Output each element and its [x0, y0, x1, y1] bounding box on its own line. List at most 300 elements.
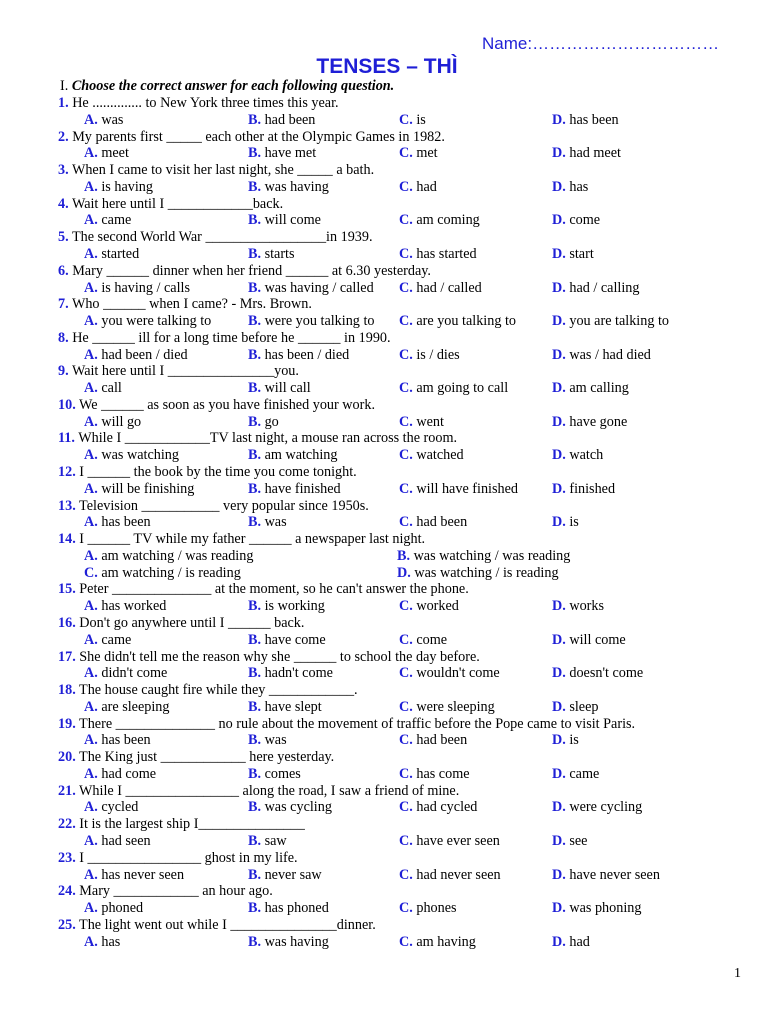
option-letter: A.: [84, 279, 98, 296]
option-text: am going to call: [416, 380, 509, 397]
option-letter: A.: [84, 799, 98, 816]
answer-option[interactable]: [248, 632, 326, 648]
option-text: go: [264, 413, 279, 430]
option-text: have slept: [264, 698, 322, 715]
answer-option[interactable]: [552, 112, 619, 128]
option-letter: C.: [399, 447, 413, 464]
name-field-label: Name:……………………………: [482, 34, 720, 53]
option-text: went: [416, 413, 444, 430]
answer-option[interactable]: [248, 112, 315, 128]
option-text: wouldn't come: [416, 665, 500, 682]
option-letter: B.: [248, 279, 262, 296]
answer-option[interactable]: [84, 380, 122, 396]
option-text: were sleeping: [416, 698, 495, 715]
question-item: [0, 263, 768, 297]
option-letter: C.: [84, 564, 98, 581]
question-stem: [58, 682, 358, 698]
question-number: 24.: [58, 883, 76, 900]
option-text: will be finishing: [101, 480, 195, 497]
answer-option[interactable]: [399, 766, 470, 782]
answer-option[interactable]: [248, 514, 287, 530]
answer-option[interactable]: [248, 867, 322, 883]
option-text: has come: [416, 765, 470, 782]
option-text: had cycled: [416, 799, 478, 816]
question-number: 16.: [58, 614, 76, 631]
answer-option[interactable]: [84, 699, 170, 715]
option-letter: B.: [248, 313, 262, 330]
question-number: 2.: [58, 128, 69, 145]
answer-option[interactable]: [399, 212, 480, 228]
question-item: [0, 531, 768, 581]
option-letter: D.: [552, 933, 566, 950]
answer-option[interactable]: [399, 481, 518, 497]
option-letter: A.: [84, 514, 98, 531]
option-text: phoned: [101, 900, 144, 917]
option-text: start: [569, 245, 594, 262]
option-letter: B.: [248, 732, 262, 749]
answer-option[interactable]: [552, 246, 594, 262]
question-list: [0, 95, 768, 950]
answer-option[interactable]: [248, 447, 337, 463]
option-letter: C.: [399, 799, 413, 816]
question-stem: [58, 883, 273, 899]
answer-option[interactable]: [399, 799, 477, 815]
answer-option[interactable]: [399, 900, 457, 916]
option-text: have ever seen: [416, 833, 500, 850]
option-letter: A.: [84, 447, 98, 464]
question-text: Don't go anywhere until I ______ back.: [79, 614, 305, 631]
answer-option[interactable]: [399, 380, 508, 396]
option-letter: C.: [399, 732, 413, 749]
answer-option[interactable]: [84, 145, 129, 161]
option-text: was: [101, 111, 124, 128]
option-letter: C.: [399, 380, 413, 397]
option-text: hadn't come: [264, 665, 333, 682]
option-text: was / had died: [569, 346, 651, 363]
option-text: were you talking to: [264, 313, 375, 330]
option-letter: A.: [84, 631, 98, 648]
option-text: is: [569, 514, 579, 531]
option-text: had been: [264, 111, 316, 128]
option-text: starts: [264, 245, 295, 262]
answer-option[interactable]: [399, 414, 444, 430]
question-item: [0, 581, 768, 615]
answer-option[interactable]: [84, 632, 131, 648]
option-letter: C.: [399, 145, 413, 162]
question-stem: [58, 229, 373, 245]
answer-option[interactable]: [248, 699, 322, 715]
question-stem: [58, 363, 299, 379]
option-letter: C.: [399, 900, 413, 917]
question-text: He ______ ill for a long time before he ______ in 1990.: [72, 329, 391, 346]
answer-option[interactable]: [552, 145, 621, 161]
instruction: [60, 78, 394, 95]
option-text: am watching: [264, 447, 338, 464]
answer-option[interactable]: [84, 179, 153, 195]
answer-option[interactable]: [399, 347, 460, 363]
question-text: Mary ______ dinner when her friend ______ at 6.30 yesterday.: [72, 262, 431, 279]
answer-option[interactable]: [248, 799, 332, 815]
question-item: [0, 464, 768, 498]
question-number: 22.: [58, 816, 76, 833]
option-letter: D.: [552, 380, 566, 397]
option-text: was phoning: [569, 900, 642, 917]
question-number: 6.: [58, 262, 69, 279]
answer-option[interactable]: [248, 481, 341, 497]
option-letter: D.: [552, 833, 566, 850]
option-text: has been: [101, 514, 151, 531]
option-letter: B.: [248, 765, 262, 782]
option-text: never saw: [264, 866, 322, 883]
answer-option[interactable]: [84, 212, 131, 228]
answer-option[interactable]: [399, 280, 482, 296]
question-stem: [58, 581, 469, 597]
option-text: has worked: [101, 598, 167, 615]
option-text: doesn't come: [569, 665, 644, 682]
option-letter: C.: [399, 866, 413, 883]
answer-option[interactable]: [552, 414, 627, 430]
option-text: will come: [264, 212, 321, 229]
question-text: There ______________ no rule about the movement of traffic before the Pope came to visit Paris.: [79, 715, 636, 732]
option-text: cycled: [101, 799, 139, 816]
answer-option[interactable]: [248, 380, 311, 396]
option-letter: B.: [248, 447, 262, 464]
page-number: 1: [734, 966, 741, 981]
answer-option[interactable]: [399, 598, 459, 614]
option-letter: C.: [399, 178, 413, 195]
option-letter: B.: [248, 833, 262, 850]
option-text: comes: [264, 765, 301, 782]
question-text: The King just ____________ here yesterday.: [79, 749, 335, 766]
answer-option[interactable]: [248, 766, 301, 782]
option-text: is / dies: [416, 346, 460, 363]
answer-option[interactable]: [84, 867, 184, 883]
option-letter: D.: [552, 245, 566, 262]
question-number: 25.: [58, 916, 76, 933]
answer-option[interactable]: [552, 833, 587, 849]
answer-option[interactable]: [552, 699, 599, 715]
question-item: [0, 917, 768, 951]
question-stem: [58, 296, 312, 312]
option-letter: C.: [399, 111, 413, 128]
option-letter: A.: [84, 732, 98, 749]
option-letter: C.: [399, 279, 413, 296]
question-number: 21.: [58, 782, 76, 799]
answer-option[interactable]: [397, 548, 570, 564]
answer-option[interactable]: [552, 900, 641, 916]
answer-option[interactable]: [84, 598, 166, 614]
option-text: was cycling: [264, 799, 332, 816]
question-item: [0, 330, 768, 364]
option-letter: D.: [552, 598, 566, 615]
answer-option[interactable]: [84, 565, 241, 581]
question-number: 1.: [58, 95, 69, 111]
answer-option[interactable]: [248, 900, 329, 916]
answer-option[interactable]: [248, 246, 295, 262]
answer-option[interactable]: [399, 313, 516, 329]
answer-option[interactable]: [552, 280, 639, 296]
answer-option[interactable]: [248, 212, 321, 228]
option-letter: D.: [552, 346, 566, 363]
answer-option[interactable]: [248, 347, 349, 363]
option-text: will come: [569, 631, 626, 648]
question-text: While I ________________ along the road, I saw a friend of mine.: [79, 782, 460, 799]
question-number: 10.: [58, 396, 76, 413]
answer-option[interactable]: [552, 665, 643, 681]
answer-option[interactable]: [84, 313, 211, 329]
option-text: has phoned: [264, 900, 329, 917]
answer-option[interactable]: [399, 179, 437, 195]
option-text: have come: [264, 631, 326, 648]
question-item: [0, 95, 768, 129]
option-letter: B.: [248, 665, 262, 682]
option-text: is having: [101, 178, 153, 195]
option-text: am watching / was reading: [101, 547, 254, 564]
answer-option[interactable]: [399, 833, 500, 849]
answer-option[interactable]: [84, 481, 194, 497]
question-number: 8.: [58, 329, 69, 346]
answer-option[interactable]: [84, 900, 143, 916]
question-item: [0, 749, 768, 783]
option-text: watched: [416, 447, 464, 464]
option-letter: D.: [552, 732, 566, 749]
answer-option[interactable]: [552, 481, 615, 497]
option-letter: A.: [84, 313, 98, 330]
option-letter: A.: [84, 380, 98, 397]
answer-option[interactable]: [84, 548, 253, 564]
option-letter: B.: [248, 413, 262, 430]
question-item: [0, 196, 768, 230]
option-text: had never seen: [416, 866, 501, 883]
answer-option[interactable]: [84, 447, 179, 463]
question-item: [0, 229, 768, 263]
option-letter: D.: [552, 279, 566, 296]
answer-option[interactable]: [84, 112, 123, 128]
question-text: The house caught fire while they ____________.: [79, 682, 358, 699]
answer-option[interactable]: [552, 313, 669, 329]
question-stem: [58, 129, 445, 145]
option-letter: A.: [84, 833, 98, 850]
option-letter: B.: [248, 145, 262, 162]
answer-option[interactable]: [399, 665, 500, 681]
option-letter: D.: [552, 900, 566, 917]
option-text: came: [101, 631, 132, 648]
option-letter: A.: [84, 866, 98, 883]
question-stem: [58, 330, 391, 346]
option-letter: C.: [399, 698, 413, 715]
option-letter: C.: [399, 245, 413, 262]
question-stem: [58, 649, 480, 665]
answer-option[interactable]: [248, 414, 279, 430]
question-number: 14.: [58, 531, 76, 548]
option-text: was having: [264, 933, 329, 950]
question-stem: [58, 615, 304, 631]
question-number: 4.: [58, 195, 69, 212]
question-text: My parents first _____ each other at the Olympic Games in 1982.: [72, 128, 445, 145]
option-text: came: [101, 212, 132, 229]
option-text: was: [264, 514, 287, 531]
answer-option[interactable]: [399, 145, 438, 161]
answer-option[interactable]: [399, 699, 495, 715]
question-item: [0, 649, 768, 683]
answer-option[interactable]: [399, 732, 467, 748]
answer-option[interactable]: [399, 934, 476, 950]
question-stem: [58, 263, 431, 279]
question-number: 18.: [58, 682, 76, 699]
option-letter: D.: [552, 480, 566, 497]
option-text: is having / calls: [101, 279, 191, 296]
answer-option[interactable]: [552, 598, 604, 614]
option-letter: A.: [84, 145, 98, 162]
question-number: 23.: [58, 849, 76, 866]
option-letter: C.: [399, 933, 413, 950]
question-stem: [58, 783, 459, 799]
answer-option[interactable]: [248, 732, 287, 748]
option-letter: D.: [552, 413, 566, 430]
option-letter: A.: [84, 212, 98, 229]
option-text: have finished: [264, 480, 341, 497]
question-text: I ______ TV while my father ______ a newspaper last night.: [79, 531, 426, 548]
answer-option[interactable]: [248, 179, 329, 195]
question-item: [0, 129, 768, 163]
answer-option[interactable]: [248, 313, 375, 329]
answer-option[interactable]: [552, 632, 626, 648]
question-number: 5.: [58, 229, 69, 246]
question-text: I ________________ ghost in my life.: [79, 849, 298, 866]
option-letter: B.: [248, 900, 262, 917]
question-text: She didn't tell me the reason why she ______ to school the day before.: [79, 648, 480, 665]
question-number: 15.: [58, 581, 76, 598]
answer-option[interactable]: [84, 934, 120, 950]
question-text: Wait here until I ____________back.: [71, 195, 284, 212]
option-text: is working: [264, 598, 325, 615]
answer-option[interactable]: [248, 145, 316, 161]
question-number: 20.: [58, 749, 76, 766]
option-letter: B.: [248, 245, 262, 262]
option-letter: A.: [84, 698, 98, 715]
answer-option[interactable]: [552, 934, 590, 950]
answer-option[interactable]: [552, 867, 660, 883]
option-letter: A.: [84, 413, 98, 430]
option-letter: A.: [84, 933, 98, 950]
option-text: you were talking to: [101, 313, 212, 330]
question-number: 17.: [58, 648, 76, 665]
question-text: Television ___________ very popular since 1950s.: [79, 497, 369, 514]
answer-option[interactable]: [552, 447, 603, 463]
answer-option[interactable]: [397, 565, 559, 581]
option-letter: B.: [248, 933, 262, 950]
option-text: is: [569, 732, 579, 749]
option-letter: C.: [399, 346, 413, 363]
option-text: will go: [101, 413, 142, 430]
option-letter: B.: [248, 380, 262, 397]
answer-option[interactable]: [84, 799, 138, 815]
answer-option[interactable]: [552, 766, 599, 782]
option-letter: A.: [84, 900, 98, 917]
question-text: I ______ the book by the time you come tonight.: [79, 464, 357, 481]
answer-option[interactable]: [399, 112, 426, 128]
option-letter: C.: [399, 514, 413, 531]
answer-option[interactable]: [399, 447, 464, 463]
question-stem: [58, 498, 369, 514]
question-text: While I ____________TV last night, a mouse ran across the room.: [78, 430, 458, 447]
option-text: works: [569, 598, 605, 615]
option-letter: D.: [552, 111, 566, 128]
question-text: Peter ______________ at the moment, so he can't answer the phone.: [79, 581, 469, 598]
answer-option[interactable]: [399, 514, 467, 530]
answer-option[interactable]: [399, 246, 477, 262]
answer-option[interactable]: [552, 347, 651, 363]
answer-option[interactable]: [248, 280, 374, 296]
answer-option[interactable]: [248, 934, 329, 950]
answer-option[interactable]: [84, 414, 141, 430]
option-text: have gone: [569, 413, 628, 430]
option-text: was watching: [101, 447, 179, 464]
option-text: meet: [101, 145, 129, 162]
option-letter: D.: [397, 564, 411, 581]
option-letter: A.: [84, 346, 98, 363]
option-letter: D.: [552, 665, 566, 682]
page-title: TENSES – THÌ: [316, 55, 458, 78]
question-number: 3.: [58, 162, 69, 179]
option-letter: A.: [84, 598, 98, 615]
answer-option[interactable]: [84, 766, 156, 782]
option-letter: B.: [248, 866, 262, 883]
answer-option[interactable]: [84, 732, 151, 748]
answer-option[interactable]: [84, 833, 151, 849]
instruction-prefix: I.: [60, 78, 69, 94]
answer-option[interactable]: [552, 212, 600, 228]
option-text: am coming: [416, 212, 480, 229]
answer-option[interactable]: [399, 632, 447, 648]
question-stem: [58, 917, 376, 933]
question-text: We ______ as soon as you have finished your work.: [79, 396, 375, 413]
question-stem: [58, 430, 457, 446]
answer-option[interactable]: [84, 347, 188, 363]
option-letter: B.: [248, 346, 262, 363]
option-text: are you talking to: [416, 313, 517, 330]
option-text: had been / died: [101, 346, 188, 363]
answer-option[interactable]: [552, 799, 642, 815]
option-text: has started: [416, 245, 477, 262]
option-text: had: [569, 933, 590, 950]
answer-option[interactable]: [552, 179, 588, 195]
option-letter: D.: [552, 178, 566, 195]
answer-option[interactable]: [552, 514, 579, 530]
answer-option[interactable]: [552, 380, 629, 396]
answer-option[interactable]: [552, 732, 579, 748]
option-text: see: [569, 833, 588, 850]
question-stem: [58, 196, 283, 212]
answer-option[interactable]: [84, 665, 167, 681]
question-item: [0, 682, 768, 716]
answer-option[interactable]: [84, 280, 190, 296]
option-letter: A.: [84, 245, 98, 262]
answer-option[interactable]: [84, 514, 151, 530]
question-stem: [58, 397, 375, 413]
option-letter: C.: [399, 413, 413, 430]
option-letter: D.: [552, 514, 566, 531]
answer-option[interactable]: [248, 598, 325, 614]
option-letter: C.: [399, 212, 413, 229]
option-letter: B.: [248, 598, 262, 615]
answer-option[interactable]: [84, 246, 139, 262]
answer-option[interactable]: [399, 867, 501, 883]
option-text: call: [101, 380, 122, 397]
answer-option[interactable]: [248, 833, 287, 849]
question-stem: [58, 716, 635, 732]
answer-option[interactable]: [248, 665, 333, 681]
